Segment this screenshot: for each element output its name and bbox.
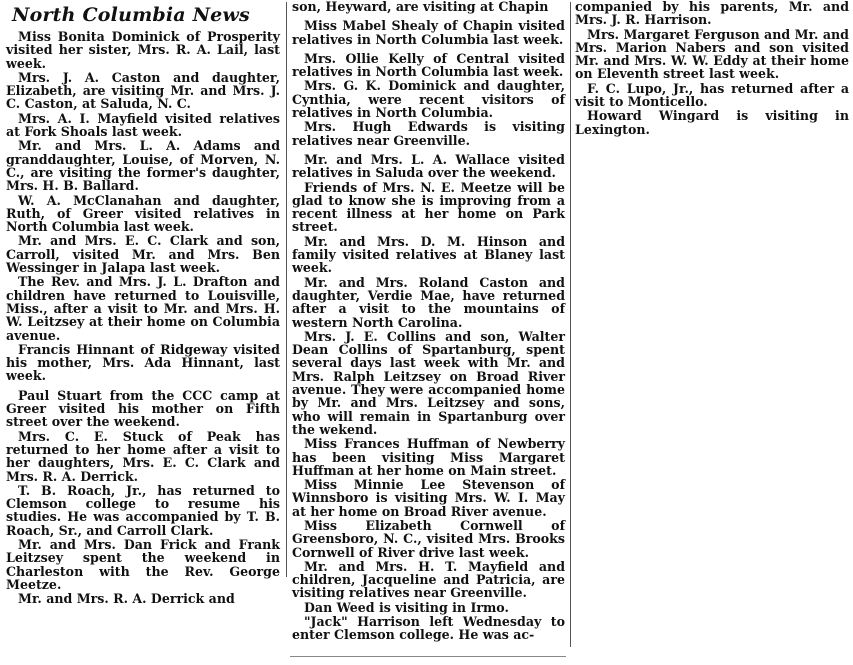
news-item: Mr. and Mrs. H. T. Mayfield and children, Jacqueline and Patricia, are visiting relatives near Greenville.	[292, 558, 565, 601]
news-item: Mrs. Ollie Kelly of Central visited relatives in North Columbia last week.	[292, 50, 565, 80]
news-item: Mr. and Mrs. E. C. Clark and son, Carroll, visited Mr. and Mrs. Ben Wessinger in Jalapa last week.	[6, 233, 280, 276]
news-item-continuation: companied by his parents, Mr. and Mrs. J. R. Harrison.	[575, 0, 849, 28]
news-item: Dan Weed is visiting in Irmo.	[304, 599, 509, 615]
news-item: W. A. McClanahan and daughter, Ruth, of Greer visited relatives in North Columbia last week.	[6, 192, 280, 235]
news-item: Mr. and Mrs. L. A. Wallace visited relatives in Saluda over the weekend.	[292, 151, 565, 181]
column-3	[575, 0, 849, 136]
news-item: Miss Bonita Dominick of Prosperity visited her sister, Mrs. R. A. Lail, last week.	[6, 29, 280, 71]
column-rule-bottom	[290, 656, 566, 657]
news-item: "Jack" Harrison left Wednesday to enter Clemson college. He was ac-	[292, 614, 565, 643]
news-item: The Rev. and Mrs. J. L. Drafton and children have returned to Louisville, Miss., after a visit to Mr. and Mrs. H. W. Leitzsey at their home on Columbia avenue.	[6, 274, 280, 343]
news-item: Mrs. G. K. Dominick and daughter, Cynthia, were recent visitors of relatives in North Columbia.	[292, 78, 565, 121]
news-item: Francis Hinnant of Ridgeway visited his mother, Mrs. Ada Hinnant, last week.	[6, 341, 280, 384]
news-item: Mr. and Mrs. R. A. Derrick and	[18, 591, 235, 607]
news-item: Mrs. J. E. Collins and son, Walter Dean Collins of Spartanburg, spent several days last week with Mr. and Mrs. Ralph Leitzsey on Broad River avenue. They were accompanied home by Mr. and Mrs. Leitzsey and sons, who will remain in Spartanburg over the wekend.	[292, 328, 565, 437]
headline: North Columbia News	[12, 4, 250, 26]
news-item: Mrs. Margaret Ferguson and Mr. and Mrs. Marion Nabers and son visited Mr. and Mrs. W. W. Eddy at their home on Eleventh street last week.	[575, 26, 849, 82]
news-item: Mrs. Hugh Edwards is visiting relatives near Greenville.	[292, 119, 565, 148]
column-1	[6, 0, 280, 605]
news-item: Mr. and Mrs. L. A. Adams and granddaughter, Louise, of Morven, N. C., are visiting the former's daughter, Mrs. H. B. Ballard.	[6, 138, 280, 194]
news-item: Miss Minnie Lee Stevenson of Winnsboro is visiting Mrs. W. I. May at her home on Broad River avenue.	[292, 477, 565, 519]
news-item: F. C. Lupo, Jr., has returned after a visit to Monticello.	[575, 80, 849, 110]
news-item: Miss Elizabeth Cornwell of Greensboro, N. C., visited Mrs. Brooks Cornwell of River drive last week.	[292, 517, 565, 560]
news-item: Howard Wingard is visiting in Lexington.	[575, 108, 849, 137]
news-item: Mr. and Mrs. Roland Caston and daughter, Verdie Mae, have returned after a visit to the mountains of western North Carolina.	[292, 274, 565, 330]
news-item: Miss Mabel Shealy of Chapin visited relatives in North Columbia last week.	[292, 18, 565, 47]
news-item: Mrs. A. I. Mayfield visited relatives at Fork Shoals last week.	[6, 110, 280, 140]
news-item: T. B. Roach, Jr., has returned to Clemson college to resume his studies. He was accompanied by T. B. Roach, Sr., and Carroll Clark.	[6, 482, 280, 538]
news-item: Friends of Mrs. N. E. Meetze will be glad to know she is improving from a recent illness at her home on Park street.	[292, 179, 565, 235]
news-item: Paul Stuart from the CCC camp at Greer visited his mother on Fifth street over the weekend.	[6, 387, 280, 430]
news-item: Mr. and Mrs. D. M. Hinson and family visited relatives at Blaney last week.	[292, 233, 565, 276]
column-rule-right	[570, 2, 571, 647]
news-item: Miss Frances Huffman of Newberry has been visiting Miss Margaret Huffman at her home on Main street.	[292, 436, 565, 478]
column-2	[292, 0, 565, 642]
news-item: Mr. and Mrs. Dan Frick and Frank Leitzsey spent the weekend in Charleston with the Rev. George Meetze.	[6, 536, 280, 592]
news-item: Mrs. J. A. Caston and daughter, Elizabeth, are visiting Mr. and Mrs. J. C. Caston, at Saluda, N. C.	[6, 69, 280, 112]
column-rule-left	[286, 2, 287, 577]
news-item-continuation: son, Heyward, are visiting at Chapin	[292, 0, 549, 14]
news-item: Mrs. C. E. Stuck of Peak has returned to her home after a visit to her daughters, Mrs. E. C. Clark and Mrs. R. A. Derrick.	[6, 428, 280, 484]
